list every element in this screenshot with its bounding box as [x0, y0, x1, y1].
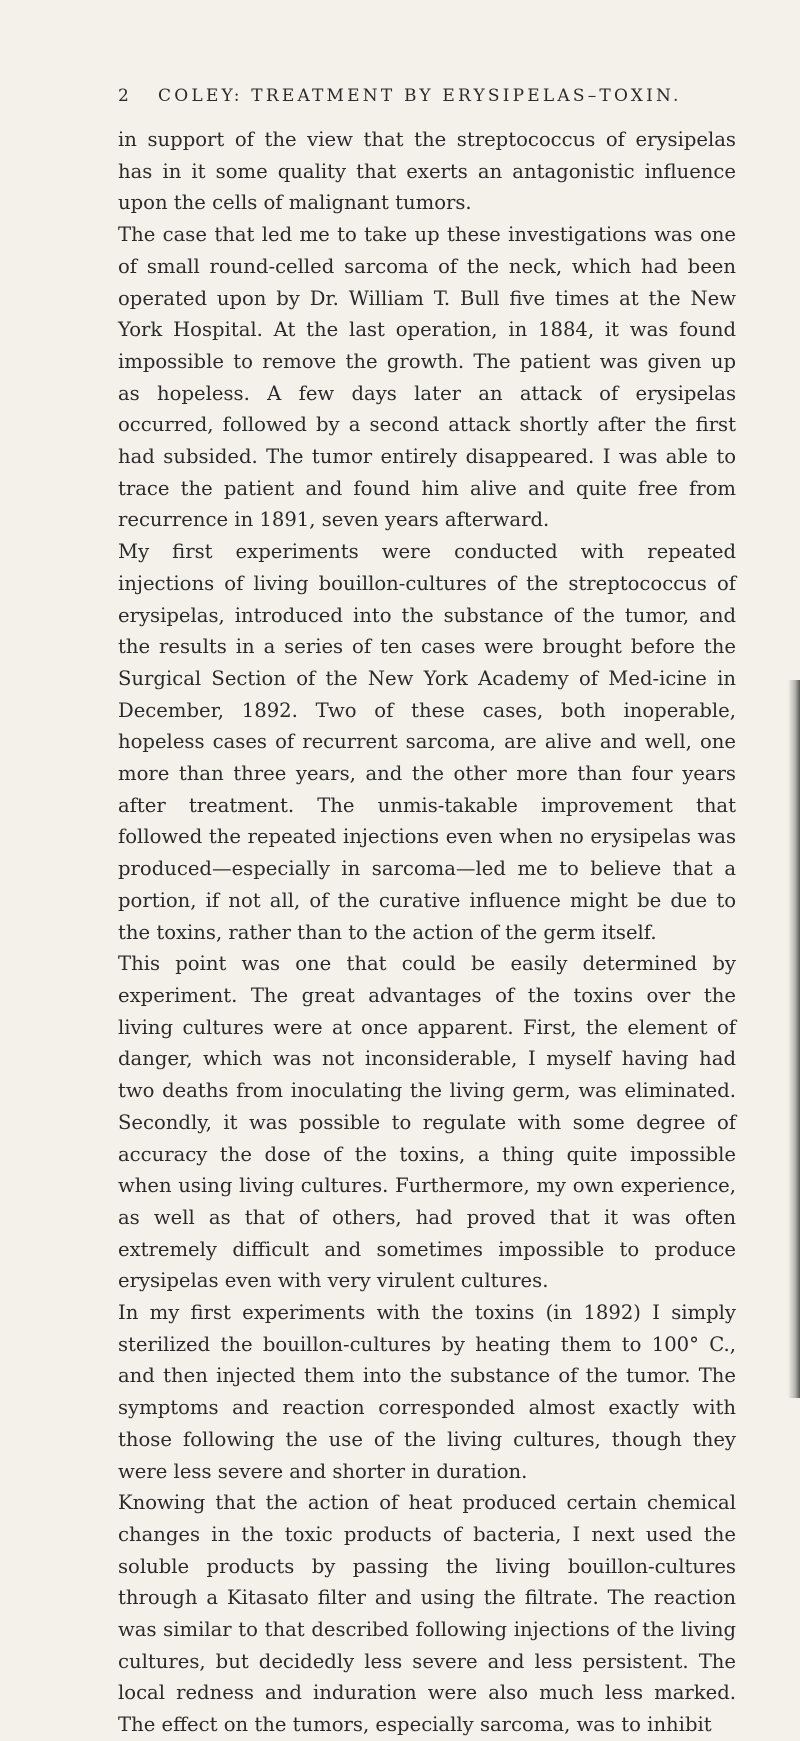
body-text	[118, 124, 736, 1741]
paragraph: In my first experiments with the toxins (in 1892) I simply sterilized the bouillon-cultures by heating them to 100° C., and then injected them into the substance of the tumor. The symptoms and reaction corresponded almost exactly with those following the use of the living cultures, though they were less severe and shorter in duration.	[118, 1301, 736, 1483]
paragraph: Knowing that the action of heat produced certain chemical changes in the toxic products of bacteria, I next used the soluble products by passing the living bouillon-cultures through a Kitasato filter and using the filtrate. The reaction was similar to that described following injections of the living cultures, but decidedly less severe and less persistent. The local redness and induration were also much less marked. The effect on the tumors, especially sarcoma, was to inhibit	[118, 1491, 736, 1737]
paragraph: The case that led me to take up these investigations was one of small round-celled sarcoma of the neck, which had been operated upon by Dr. William T. Bull five times at the New York Hospital. At the last operation, in 1884, it was found impossible to remove the growth. The patient was given up as hopeless. A few days later an attack of erysipelas occurred, followed by a second attack shortly after the first had subsided. The tumor entirely disappeared. I was able to trace the patient and found him alive and quite free from recurrence in 1891, seven years afterward.	[118, 223, 736, 532]
page-edge-shadow	[788, 680, 800, 1398]
page-header	[118, 86, 738, 116]
running-head: COLEY: TREATMENT BY ERYSIPELAS–TOXIN.	[158, 86, 682, 106]
paragraph: My first experiments were conducted with repeated injections of living bouillon-cultures of the streptococcus of erysipelas, introduced into the substance of the tumor, and the results in a series of ten cases were brought before the Surgical Section of the New York Academy of Med-icine in December, 1892. Two of these cases, both inoperable, hopeless cases of recurrent sarcoma, are alive and well, one more than three years, and the other more than four years after treatment. The unmis-takable improvement that followed the repeated injections even when no erysipelas was produced—especially in sarcoma—led me to believe that a portion, if not all, of the curative influence might be due to the toxins, rather than to the action of the germ itself.	[118, 540, 736, 944]
paragraph: This point was one that could be easily determined by experiment. The great advantages of the toxins over the living cultures were at once apparent. First, the element of danger, which was not inconsiderable, I myself having had two deaths from inoculating the living germ, was eliminated. Secondly, it was possible to regulate with some degree of accuracy the dose of the toxins, a thing quite impossible when using living cultures. Furthermore, my own experience, as well as that of others, had proved that it was often extremely difficult and sometimes impossible to produce erysipelas even with very virulent cultures.	[118, 952, 736, 1293]
page-number: 2	[118, 86, 133, 106]
paragraph: in support of the view that the streptococcus of erysipelas has in it some quality that exerts an antagonistic influence upon the cells of malignant tumors.	[118, 128, 736, 215]
